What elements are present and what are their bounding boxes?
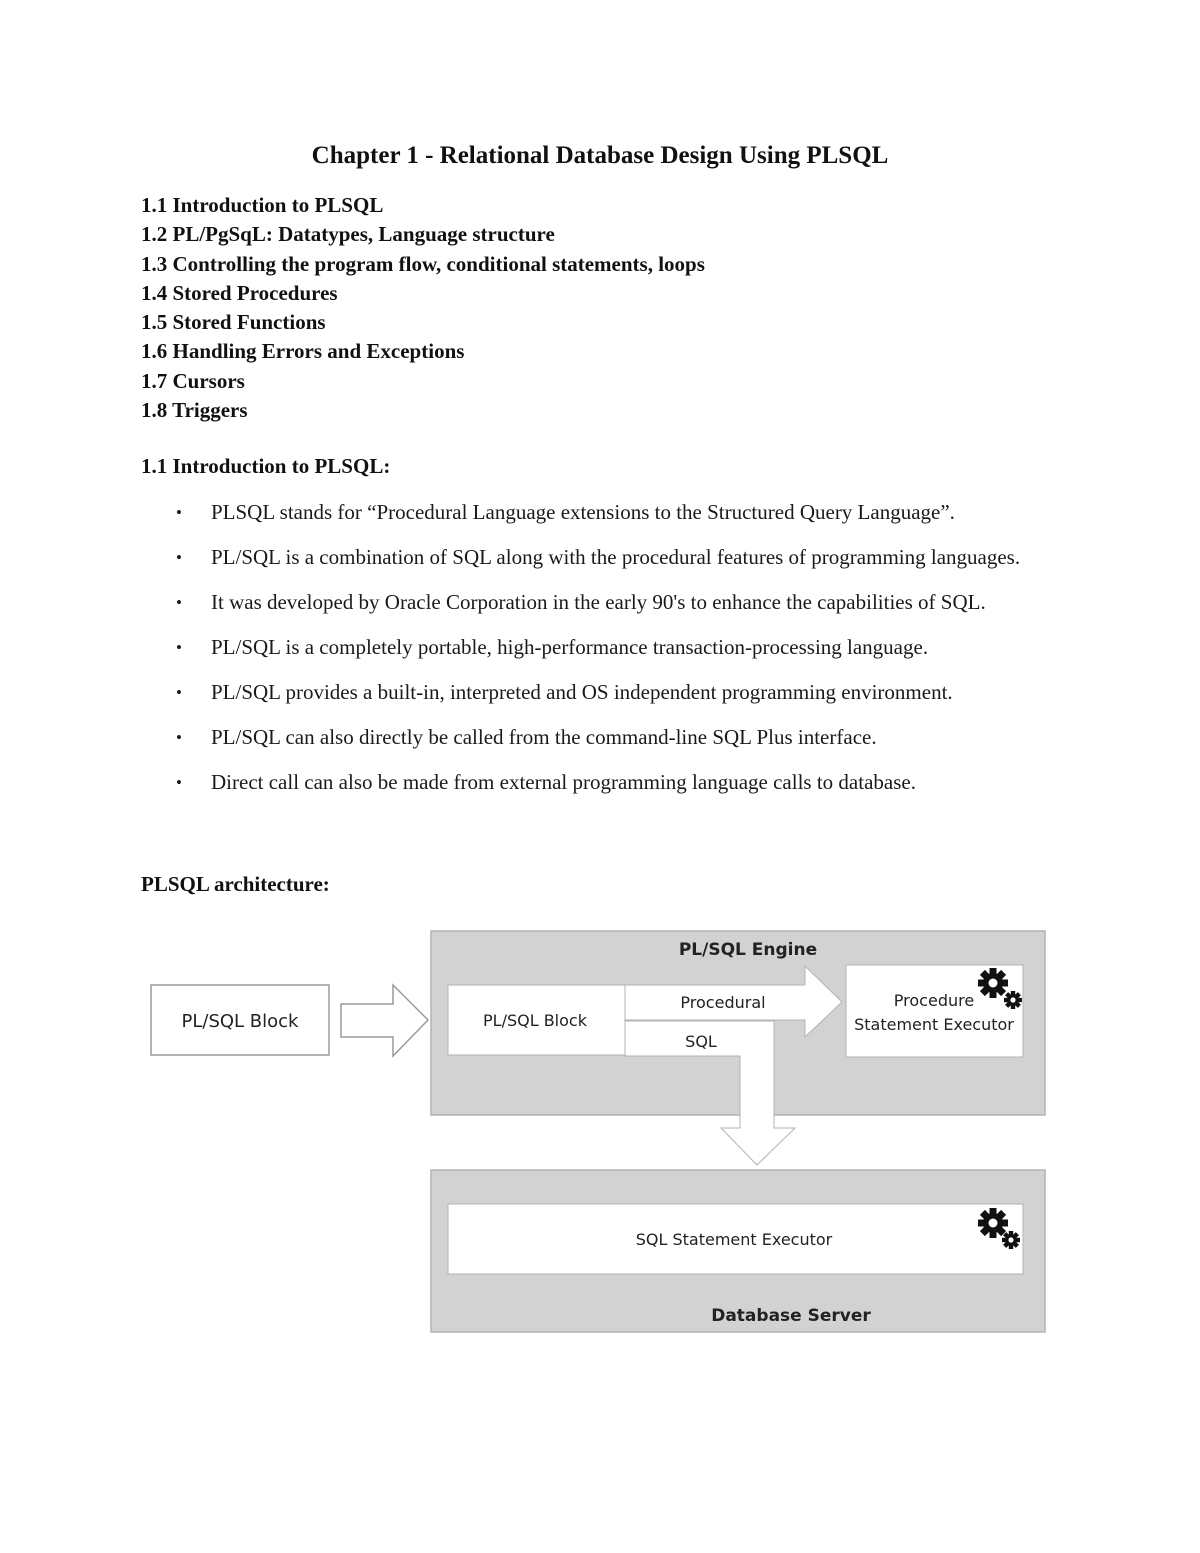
toc-item: 1.7 Cursors [141, 368, 245, 393]
toc-item: 1.8 Triggers [141, 398, 248, 423]
bullet-item [176, 588, 1056, 618]
bullet-marker: • [176, 593, 182, 612]
bullet-item [176, 543, 1056, 573]
bullet-text: Direct call can also be made from external programming language calls to database. [211, 770, 916, 794]
bullet-item [176, 498, 1056, 528]
procedure-executor-line2: Statement Executor [854, 1015, 1014, 1034]
sql-label: SQL [685, 1032, 717, 1051]
toc-item: 1.6 Handling Errors and Exceptions [141, 339, 465, 364]
bullet-item [176, 768, 1056, 798]
engine-title: PL/SQL Engine [678, 940, 818, 960]
section-heading: 1.1 Introduction to PLSQL: [141, 454, 391, 478]
bullet-text: It was developed by Oracle Corporation in the early 90's to enhance the capabilities of SQL. [211, 590, 986, 614]
bullet-marker: • [176, 503, 182, 522]
bullet-marker: • [176, 548, 182, 567]
toc-item: 1.4 Stored Procedures [141, 280, 338, 305]
architecture-heading: PLSQL architecture: [141, 872, 330, 896]
bullet-item [176, 723, 1056, 753]
toc-item: 1.1 Introduction to PLSQL [141, 193, 384, 217]
bullet-item [176, 633, 1056, 663]
bullet-marker: • [176, 773, 182, 792]
bullet-list [176, 498, 1056, 813]
toc-item: 1.3 Controlling the program flow, conditional statements, loops [141, 251, 705, 276]
page-title: Chapter 1 - Relational Database Design Using PLSQL [311, 142, 889, 169]
procedural-label: Procedural [680, 993, 766, 1012]
bullet-text: PL/SQL is a completely portable, high-performance transaction-processing language. [211, 635, 929, 659]
outer-block-label: PL/SQL Block [181, 1011, 299, 1032]
bullet-text: PL/SQL provides a built-in, interpreted and OS independent programming environment. [211, 680, 953, 704]
toc-item: 1.2 PL/PgSqL: Datatypes, Language structure [141, 222, 555, 247]
table-of-contents [141, 191, 705, 425]
inner-block-label: PL/SQL Block [483, 1011, 587, 1030]
bullet-marker: • [176, 683, 182, 702]
bullet-text: PLSQL stands for “Procedural Language extensions to the Structured Query Language”. [211, 500, 955, 524]
toc-item: 1.5 Stored Functions [141, 310, 326, 335]
bullet-marker: • [176, 638, 182, 657]
server-title: Database Server [711, 1306, 871, 1326]
bullet-text: PL/SQL can also directly be called from the command-line SQL Plus interface. [211, 725, 877, 749]
bullet-marker: • [176, 728, 182, 747]
bullet-item [176, 678, 1056, 708]
bullet-text: PL/SQL is a combination of SQL along with the procedural features of programming languages. [211, 545, 1021, 569]
procedure-executor-line1: Procedure [893, 991, 975, 1010]
sql-executor-label: SQL Statement Executor [635, 1230, 833, 1249]
input-arrow [341, 985, 428, 1056]
